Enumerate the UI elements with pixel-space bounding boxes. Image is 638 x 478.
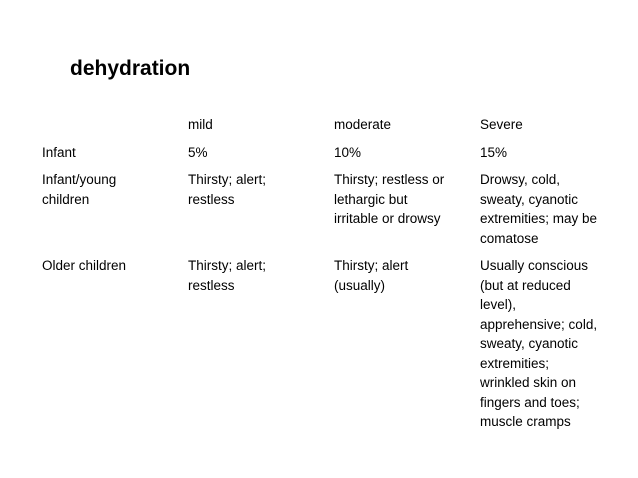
table-row-infant-young-children: [36, 166, 624, 252]
table-cell-moderate: Thirsty; alert (usually): [334, 258, 409, 293]
table-cell-mild: Thirsty; alert; restless: [188, 172, 267, 207]
row-label-cell: Infant/young children: [42, 172, 117, 207]
dehydration-table: [36, 111, 624, 436]
header-cell-severe: Severe: [480, 117, 523, 132]
header-cell-mild: mild: [188, 117, 213, 132]
row-label-cell: Older children: [42, 258, 127, 273]
row-label-cell: Infant: [42, 144, 76, 160]
table-cell-mild: Thirsty; alert; restless: [188, 258, 267, 293]
header-cell-empty: [36, 111, 182, 139]
table-cell-severe: Usually conscious (but at reduced level), apprehensive; cold, sweaty, cyanotic extremities; wrinkled skin on fingers and toes; muscle cramps: [480, 258, 598, 429]
header-cell-moderate: moderate: [334, 117, 392, 132]
table-cell-mild: 5%: [188, 144, 208, 160]
slide-title: dehydration: [70, 57, 191, 80]
table-row-older-children: [36, 252, 624, 436]
table-cell-moderate: Thirsty; restless or lethargic but irritable or drowsy: [334, 172, 445, 226]
table-row-infant: [36, 139, 624, 167]
table-cell-severe: 15%: [480, 144, 508, 160]
table-header-row: [36, 111, 624, 139]
table-cell-severe: Drowsy, cold, sweaty, cyanotic extremities; may be comatose: [480, 172, 598, 246]
table-cell-moderate: 10%: [334, 144, 362, 160]
